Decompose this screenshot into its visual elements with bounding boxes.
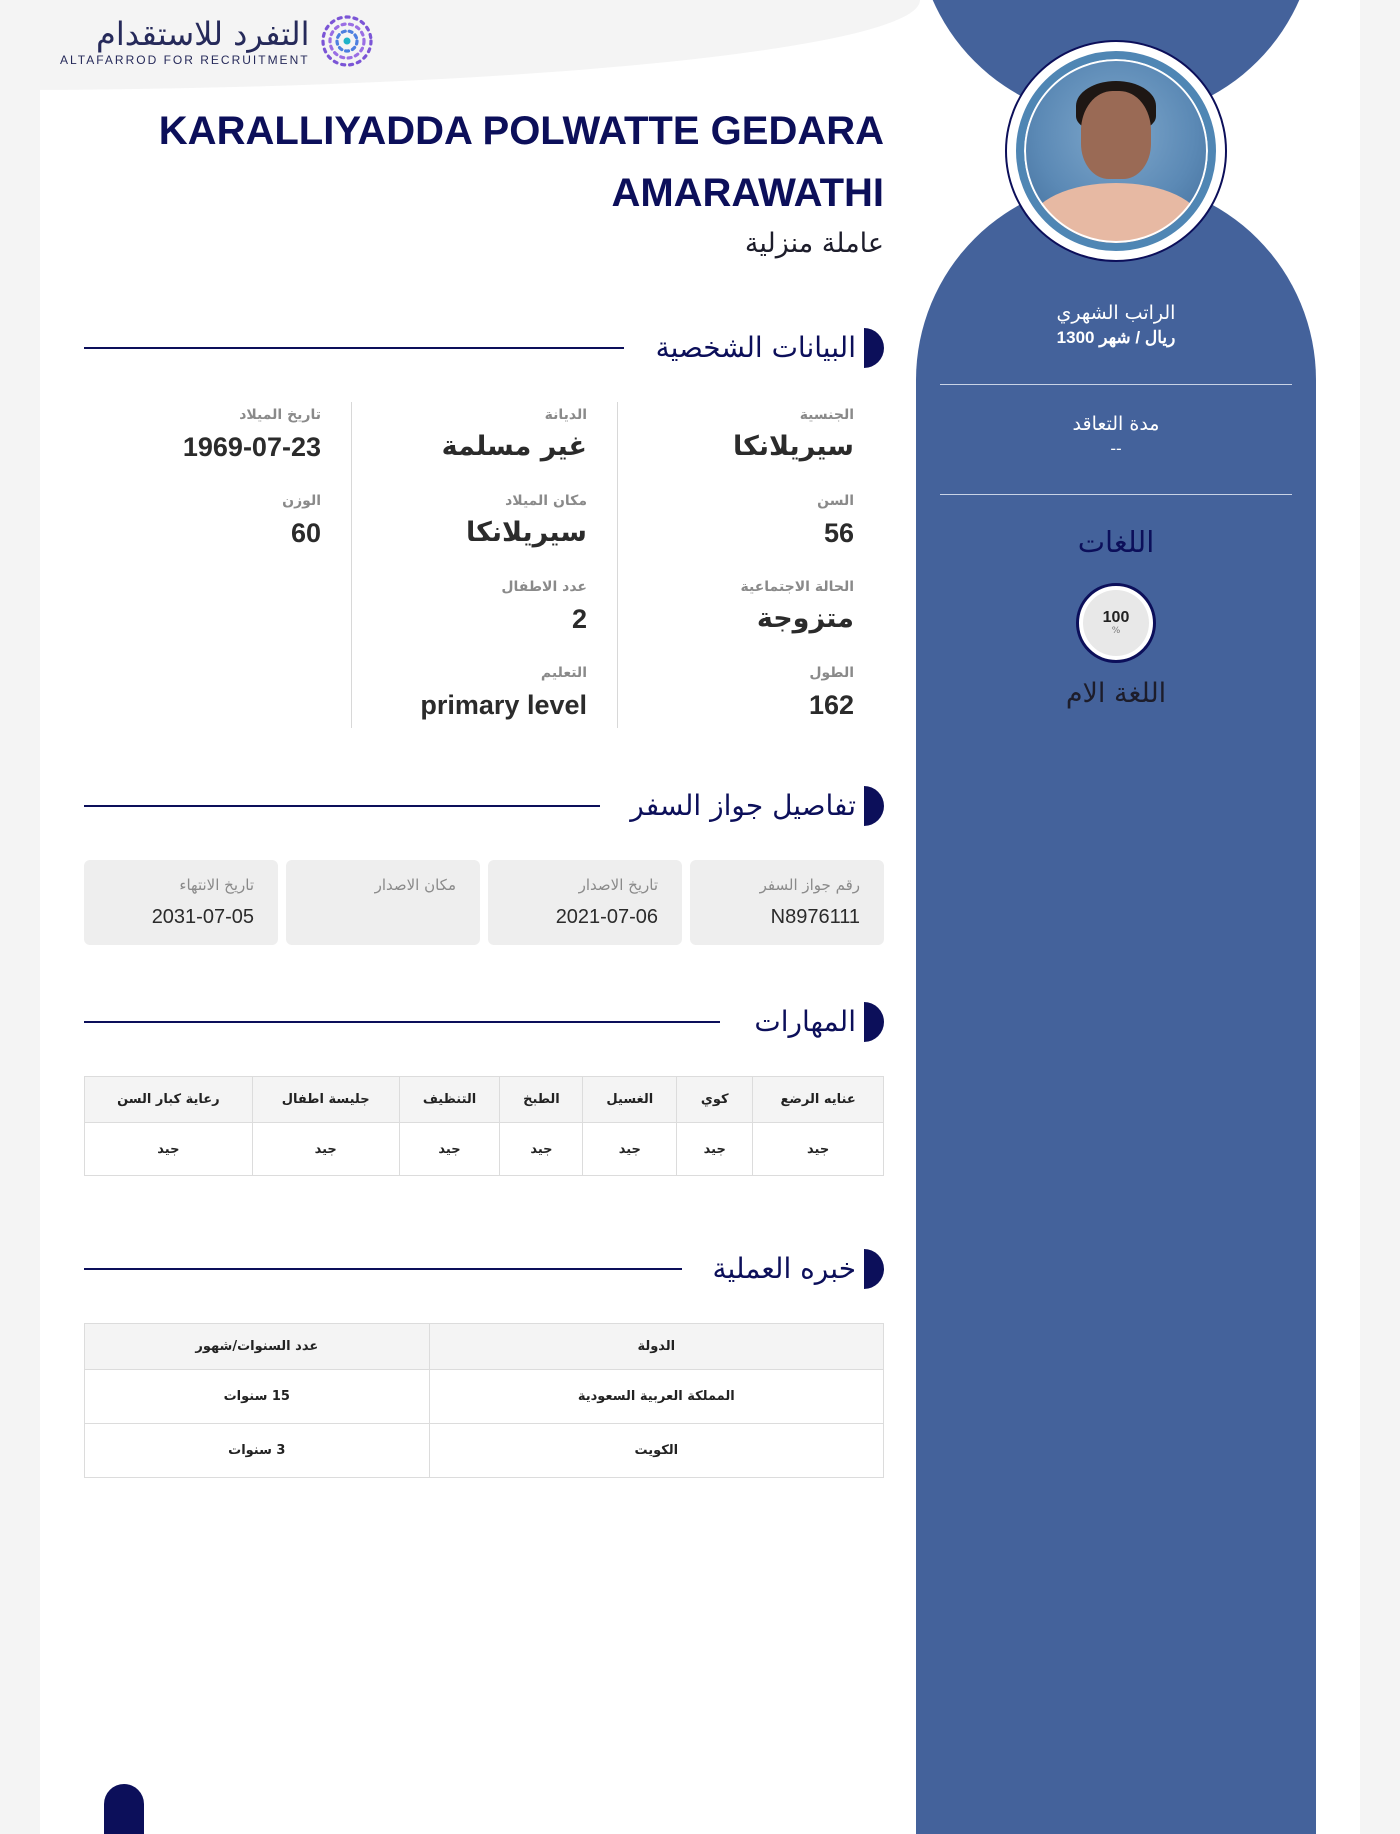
sidebar-divider xyxy=(940,494,1292,495)
info-religion: الديانة غير مسلمة xyxy=(441,407,587,462)
company-logo xyxy=(60,14,374,68)
profile-photo-frame xyxy=(1005,40,1227,262)
language-level-value: 100 xyxy=(1102,609,1130,626)
table-cell: جيد xyxy=(85,1123,253,1176)
passport-number-card: رقم جواز السفر N8976111 xyxy=(690,860,884,945)
sidebar xyxy=(916,0,1316,1834)
info-nationality: الجنسية سيريلانكا xyxy=(733,407,854,462)
table-header-row xyxy=(85,1077,884,1123)
experience-section-heading xyxy=(84,1249,884,1289)
profile-photo xyxy=(1016,51,1216,251)
skills-section-heading xyxy=(84,1002,884,1042)
passport-section-heading xyxy=(84,786,884,826)
info-height: الطول 162 xyxy=(808,665,854,720)
table-header-row xyxy=(85,1324,884,1370)
table-cell: جيد xyxy=(399,1123,500,1176)
table-header: رعاية كبار السن xyxy=(85,1077,253,1123)
info-children: عدد الاطفال 2 xyxy=(501,579,587,634)
contract-value: -- xyxy=(1110,439,1122,458)
info-birthdate: تاريخ الميلاد 1969-07-23 xyxy=(182,407,321,462)
table-header: كوي xyxy=(677,1077,753,1123)
table-header: عنايه الرضع xyxy=(753,1077,884,1123)
table-row xyxy=(85,1424,884,1478)
passport-expiry-card: تاريخ الانتهاء 2031-07-05 xyxy=(84,860,278,945)
contract-label: مدة التعاقد xyxy=(1072,413,1160,435)
personal-section-title: البيانات الشخصية xyxy=(642,328,856,368)
personal-column-1 xyxy=(618,402,884,728)
language-name: اللغة الام xyxy=(1065,678,1167,709)
language-level-badge xyxy=(1076,583,1156,663)
languages-title: اللغات xyxy=(1077,525,1155,559)
candidate-name: KARALLIYADDA POLWATTE GEDARA AMARAWATHI xyxy=(158,109,884,215)
personal-section-heading xyxy=(84,328,884,368)
sidebar-divider xyxy=(940,384,1292,385)
info-marital-status: الحالة الاجتماعية متزوجة xyxy=(740,579,854,634)
table-cell: جيد xyxy=(753,1123,884,1176)
table-cell: 15 سنوات xyxy=(85,1370,430,1424)
table-row xyxy=(85,1370,884,1424)
table-row xyxy=(85,1123,884,1176)
info-birthplace: مكان الميلاد سيريلانكا xyxy=(466,493,587,548)
personal-column-3 xyxy=(86,402,352,728)
job-title: عاملة منزلية xyxy=(744,228,884,259)
table-header: الغسيل xyxy=(583,1077,677,1123)
logo-name-ar: التفرد للاستقدام xyxy=(96,15,310,53)
passport-cards xyxy=(84,860,884,945)
info-weight: الوزن 60 xyxy=(282,493,321,548)
logo-name-en: ALTAFARROD FOR RECRUITMENT xyxy=(60,53,310,67)
table-cell: جيد xyxy=(677,1123,753,1176)
table-header: الطبخ xyxy=(500,1077,583,1123)
table-cell: جيد xyxy=(500,1123,583,1176)
personal-column-2 xyxy=(352,402,618,728)
table-header: جليسة اطفال xyxy=(252,1077,399,1123)
salary-label: الراتب الشهري xyxy=(1056,302,1176,324)
table-cell: 3 سنوات xyxy=(85,1424,430,1478)
passport-section-title: تفاصيل جواز السفر xyxy=(616,786,856,826)
skills-table xyxy=(84,1076,884,1176)
experience-section-title: خبره العملية xyxy=(698,1249,856,1289)
passport-issue-place-card: مكان الاصدار xyxy=(286,860,480,945)
salary-value: 1300 ريال / شهر xyxy=(1056,328,1176,347)
contract-block xyxy=(940,411,1292,461)
info-age: السن 56 xyxy=(817,493,854,548)
table-header: عدد السنوات/شهور xyxy=(85,1324,430,1370)
experience-table xyxy=(84,1323,884,1478)
table-header: التنظيف xyxy=(399,1077,500,1123)
table-cell: جيد xyxy=(252,1123,399,1176)
skills-section-title: المهارات xyxy=(740,1002,856,1042)
personal-info-grid xyxy=(84,402,884,728)
decorative-pill xyxy=(104,1784,144,1834)
table-cell: الكويت xyxy=(429,1424,883,1478)
table-header: الدولة xyxy=(429,1324,883,1370)
table-cell: المملكة العربية السعودية xyxy=(429,1370,883,1424)
language-level-unit: % xyxy=(1111,626,1121,636)
table-cell: جيد xyxy=(583,1123,677,1176)
info-education: التعليم primary level xyxy=(420,665,587,720)
logo-dots-icon xyxy=(320,14,374,68)
passport-issue-date-card: تاريخ الاصدار 2021-07-06 xyxy=(488,860,682,945)
salary-block xyxy=(940,300,1292,350)
